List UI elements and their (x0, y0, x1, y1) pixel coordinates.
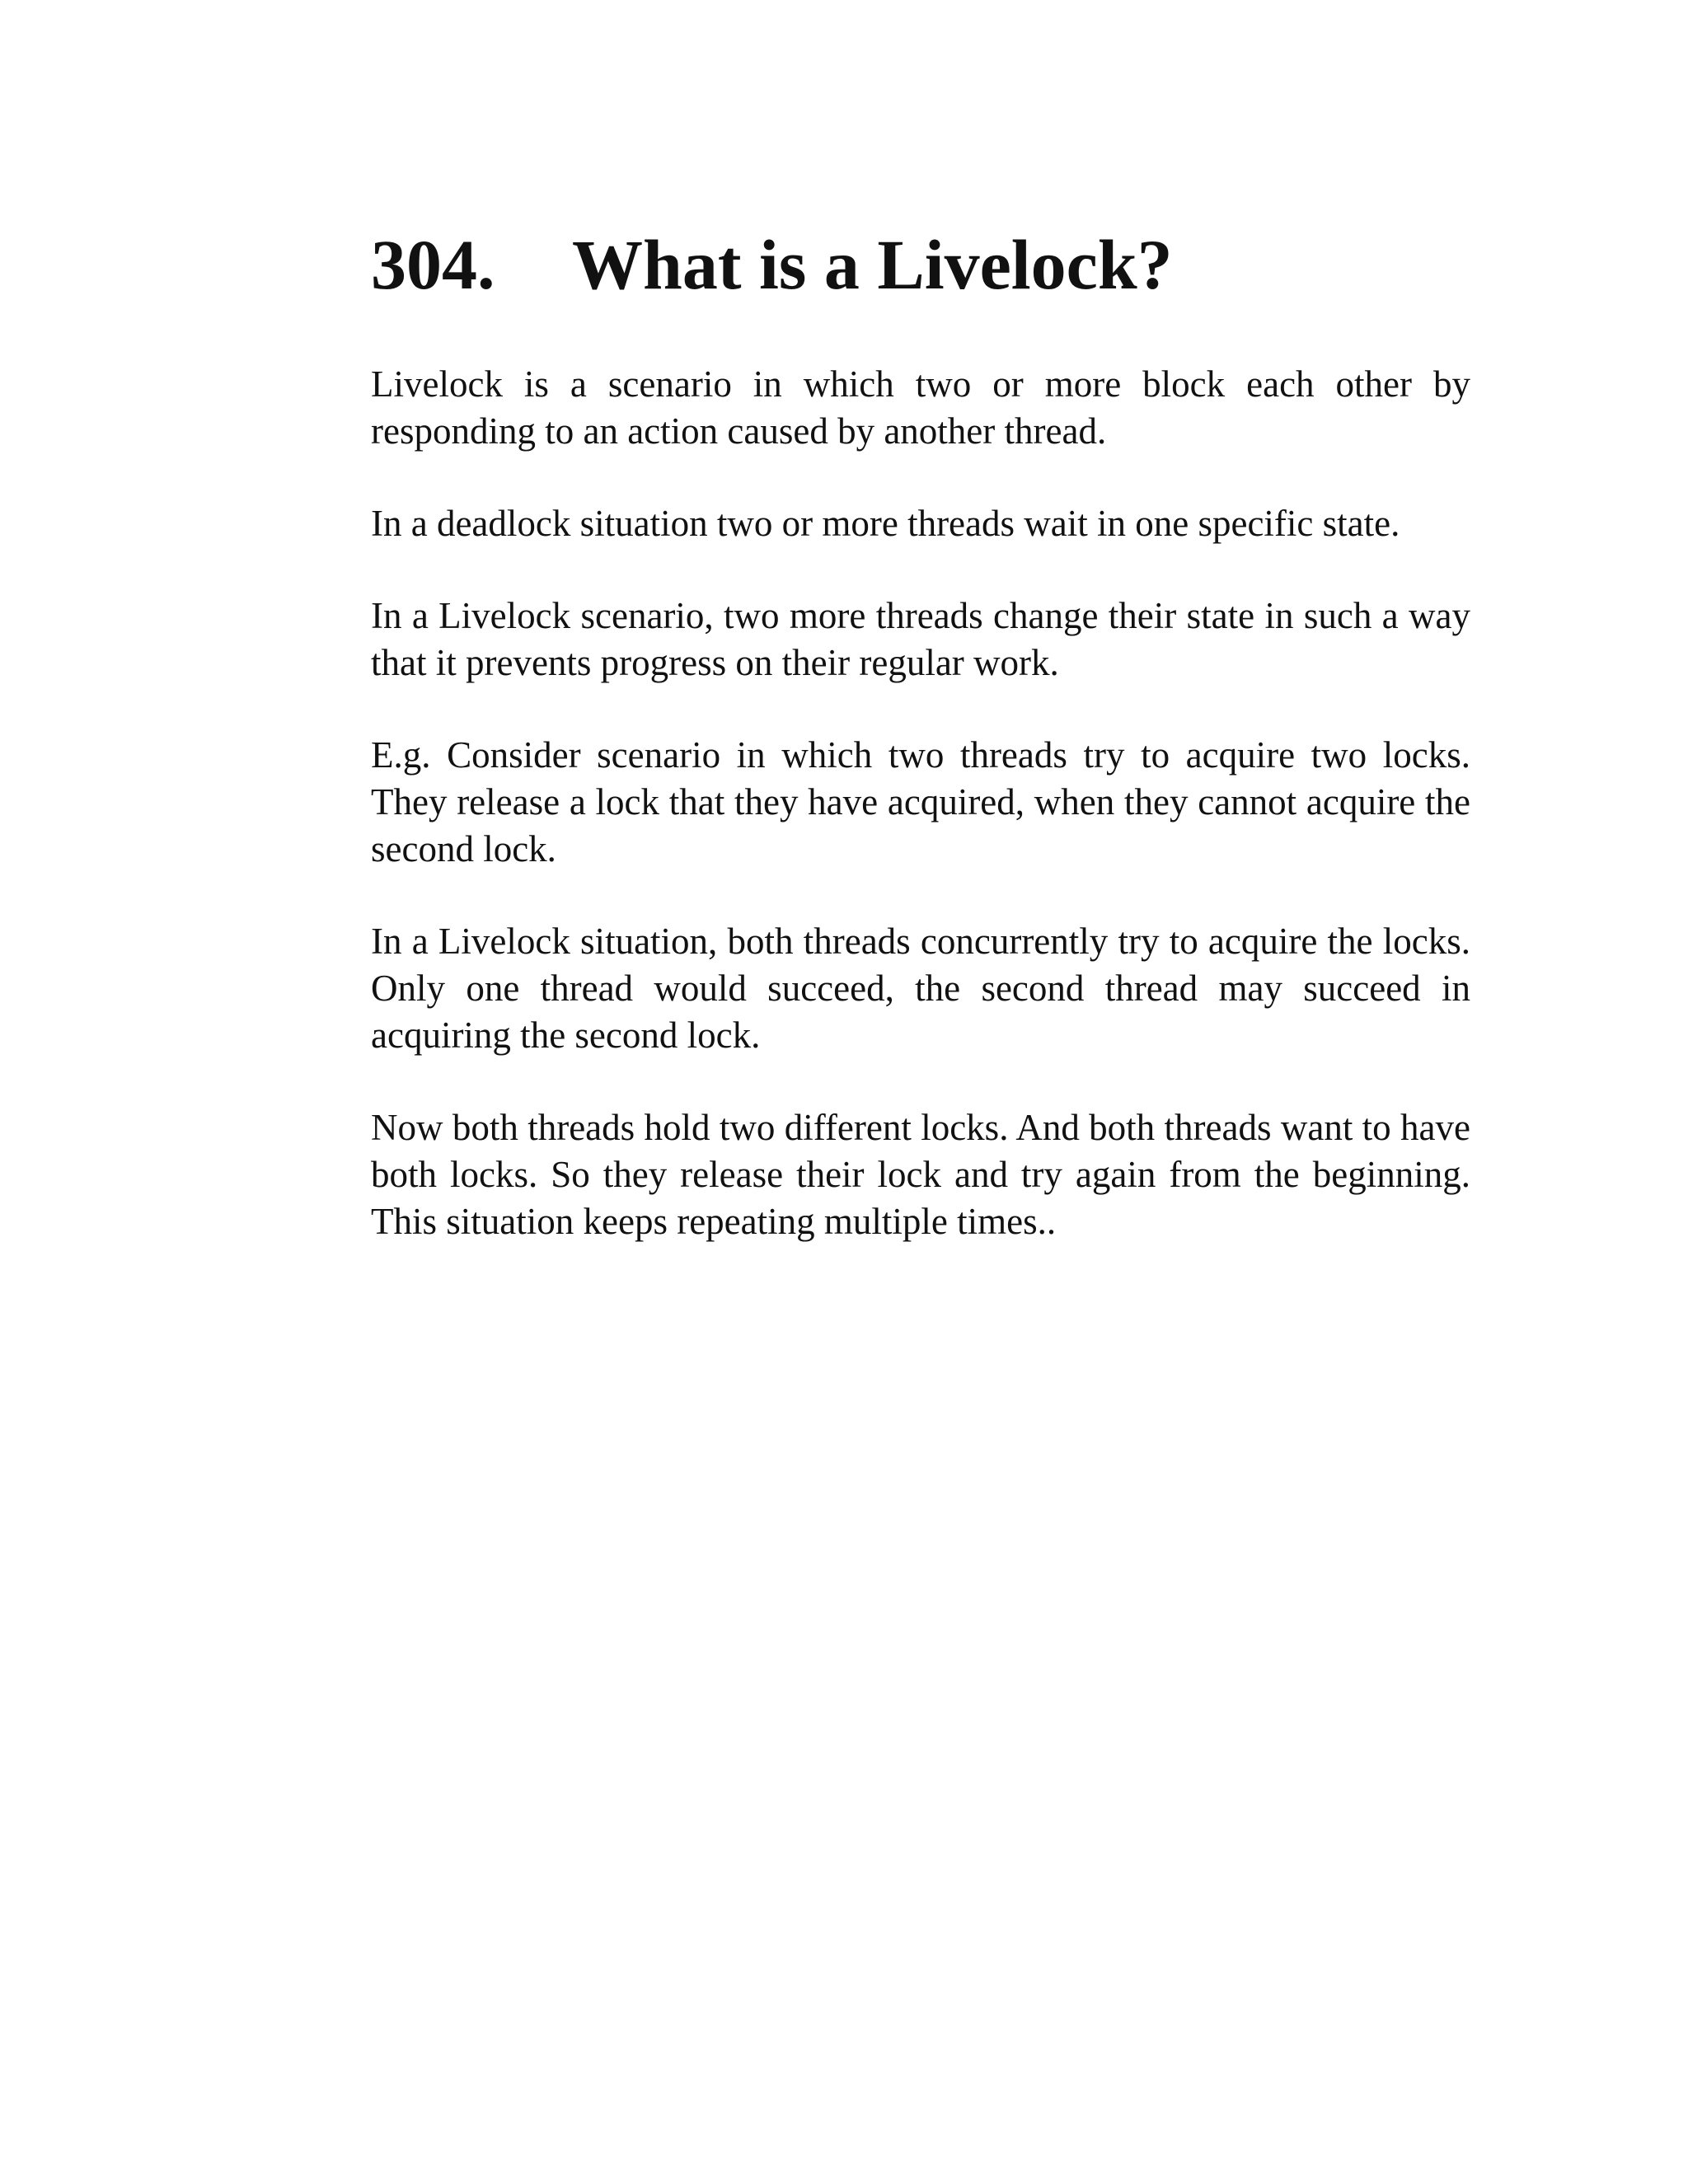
paragraph-livelock-scenario: In a Livelock scenario, two more threads change their state in such a way that it prevents progress on their regular work. (371, 595, 1470, 683)
paragraph-deadlock: In a deadlock situation two or more threads wait in one specific state. (371, 503, 1400, 544)
paragraph-definition: Livelock is a scenario in which two or more block each other by responding to an action caused by another thread. (371, 363, 1470, 452)
answer-body (371, 361, 1470, 1291)
paragraph-example: E.g. Consider scenario in which two threads try to acquire two locks. They release a lock that they have acquired, when they cannot acquire the second lock. (371, 734, 1470, 869)
question-title: What is a Livelock? (572, 225, 1173, 304)
paragraph-repeat: Now both threads hold two different locks. And both threads want to have both locks. So they release their lock and try again from the beginning. This situation keeps repeating multiple times.. (371, 1107, 1470, 1242)
paragraph-livelock-situation: In a Livelock situation, both threads concurrently try to acquire the locks. Only one thread would succeed, the second thread may succeed in acquiring the second lock. (371, 921, 1470, 1056)
question-heading (371, 225, 1475, 304)
question-number: 304. (371, 225, 495, 304)
